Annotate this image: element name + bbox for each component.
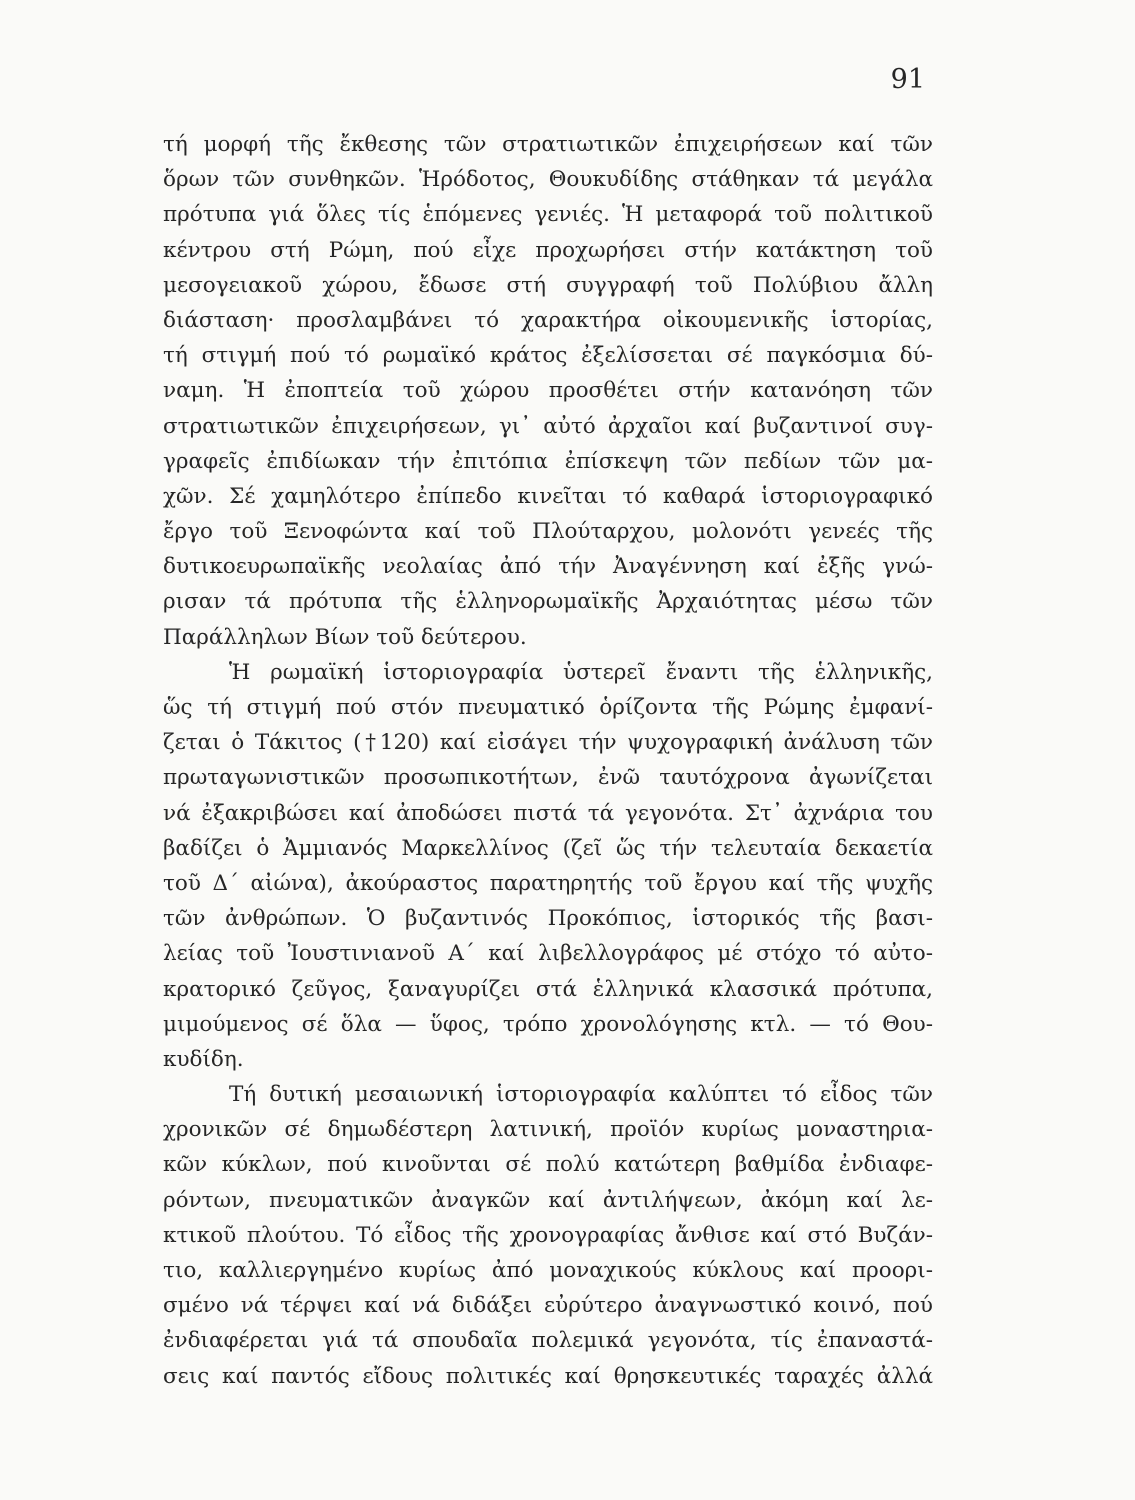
- text-line: πρωταγωνιστικῶν προσωπικοτήτων, ἐνῶ ταυτόχρονα ἀγωνίζεται: [163, 765, 933, 791]
- text-line: χῶν. Σέ χαμηλότερο ἐπίπεδο κινεῖται τό καθαρά ἱστοριογραφικό: [163, 483, 933, 509]
- text-line: ζεται ὁ Τάκιτος (†120) καί εἰσάγει τήν ψυχογραφική ἀνάλυση τῶν: [163, 730, 933, 756]
- text-line: Παράλληλων Βίων τοῦ δεύτερου.: [163, 624, 527, 650]
- text-line: μιμούμενος σέ ὅλα — ὕφος, τρόπο χρονολόγησης κτλ. — τό Θου-: [163, 1011, 933, 1037]
- page-number: 91: [890, 64, 925, 95]
- text-line: χρονικῶν σέ δημωδέστερη λατινική, προϊόν κυρίως μοναστηρια-: [163, 1117, 933, 1143]
- text-line: ὥς τή στιγμή πού στόν πνευματικό ὁρίζοντα τῆς Ρώμης ἐμφανί-: [163, 695, 933, 720]
- text-line: γραφεῖς ἐπιδίωκαν τήν ἐπιτόπια ἐπίσκεψη τῶν πεδίων τῶν μα-: [163, 448, 933, 474]
- text-line: διάσταση· προσλαμβάνει τό χαρακτήρα οἰκουμενικῆς ἱστορίας,: [163, 307, 933, 333]
- text-line: Ἡ ρωμαϊκή ἱστοριογραφία ὑστερεῖ ἔναντι τῆς ἑλληνικῆς,: [229, 659, 933, 685]
- text-line: ρόντων, πνευματικῶν ἀναγκῶν καί ἀντιλήψεων, ἀκόμη καί λε-: [163, 1187, 933, 1213]
- text-line: δυτικοευρωπαϊκῆς νεολαίας ἀπό τήν Ἀναγέννηση καί ἐξῆς γνώ-: [163, 554, 933, 580]
- text-line: κέντρου στή Ρώμη, πού εἶχε προχωρήσει στήν κατάκτηση τοῦ: [163, 237, 933, 263]
- text-line: τιο, καλλιεργημένο κυρίως ἀπό μοναχικούς κύκλους καί προορι-: [163, 1258, 933, 1283]
- text-line: ρισαν τά πρότυπα τῆς ἑλληνορωμαϊκῆς Ἀρχαιότητας μέσω τῶν: [163, 589, 933, 615]
- text-line: μεσογειακοῦ χώρου, ἔδωσε στή συγγραφή τοῦ Πολύβιου ἄλλη: [163, 272, 933, 298]
- text-line: κυδίδη.: [163, 1046, 244, 1072]
- text-line: κτικοῦ πλούτου. Τό εἶδος τῆς χρονογραφίας ἄνθισε καί στό Βυζάν-: [163, 1222, 933, 1248]
- text-line: κῶν κύκλων, πού κινοῦνται σέ πολύ κατώτερη βαθμίδα ἐνδιαφε-: [163, 1152, 933, 1178]
- text-line: στρατιωτικῶν ἐπιχειρήσεων, γι᾽ αὐτό ἀρχαῖοι καί βυζαντινοί συγ-: [163, 413, 933, 439]
- text-line: ἔργο τοῦ Ξενοφώντα καί τοῦ Πλούταρχου, μολονότι γενεές τῆς: [163, 519, 933, 545]
- text-line: τοῦ Δ´ αἰώνα), ἀκούραστος παρατηρητής τοῦ ἔργου καί τῆς ψυχῆς: [163, 870, 933, 896]
- text-line: πρότυπα γιά ὅλες τίς ἑπόμενες γενιές. Ἡ μεταφορά τοῦ πολιτικοῦ: [163, 202, 933, 228]
- text-line: σεις καί παντός εἴδους πολιτικές καί θρησκευτικές ταραχές ἀλλά: [163, 1363, 933, 1389]
- text-line: βαδίζει ὁ Ἀμμιανός Μαρκελλίνος (ζεῖ ὥς τήν τελευταία δεκαετία: [163, 835, 933, 861]
- text-line: λείας τοῦ Ἰουστινιανοῦ Α´ καί λιβελλογράφος μέ στόχο τό αὐτο-: [163, 941, 933, 967]
- text-line: νά ἐξακριβώσει καί ἀποδώσει πιστά τά γεγονότα. Στ᾽ ἀχνάρια του: [163, 800, 933, 826]
- text-line: ἐνδιαφέρεται γιά τά σπουδαῖα πολεμικά γεγονότα, τίς ἐπαναστά-: [163, 1328, 933, 1354]
- text-line: ναμη. Ἡ ἐποπτεία τοῦ χώρου προσθέτει στήν κατανόηση τῶν: [163, 378, 933, 404]
- text-line: τή στιγμή πού τό ρωμαϊκό κράτος ἐξελίσσεται σέ παγκόσμια δύ-: [163, 343, 933, 369]
- text-line: Τή δυτική μεσαιωνική ἱστοριογραφία καλύπτει τό εἶδος τῶν: [229, 1082, 933, 1108]
- text-line: τή μορφή τῆς ἔκθεσης τῶν στρατιωτικῶν ἐπιχειρήσεων καί τῶν: [163, 132, 933, 157]
- text-line: σμένο νά τέρψει καί νά διδάξει εὐρύτερο ἀναγνωστικό κοινό, πού: [163, 1293, 933, 1319]
- body-text: [163, 127, 933, 1394]
- text-line: ὅρων τῶν συνθηκῶν. Ἡρόδοτος, Θουκυδίδης στάθηκαν τά μεγάλα: [163, 167, 933, 193]
- text-line: τῶν ἀνθρώπων. Ὁ βυζαντινός Προκόπιος, ἱστορικός τῆς βασι-: [163, 906, 933, 932]
- text-line: κρατορικό ζεῦγος, ξαναγυρίζει στά ἑλληνικά κλασσικά πρότυπα,: [163, 976, 933, 1002]
